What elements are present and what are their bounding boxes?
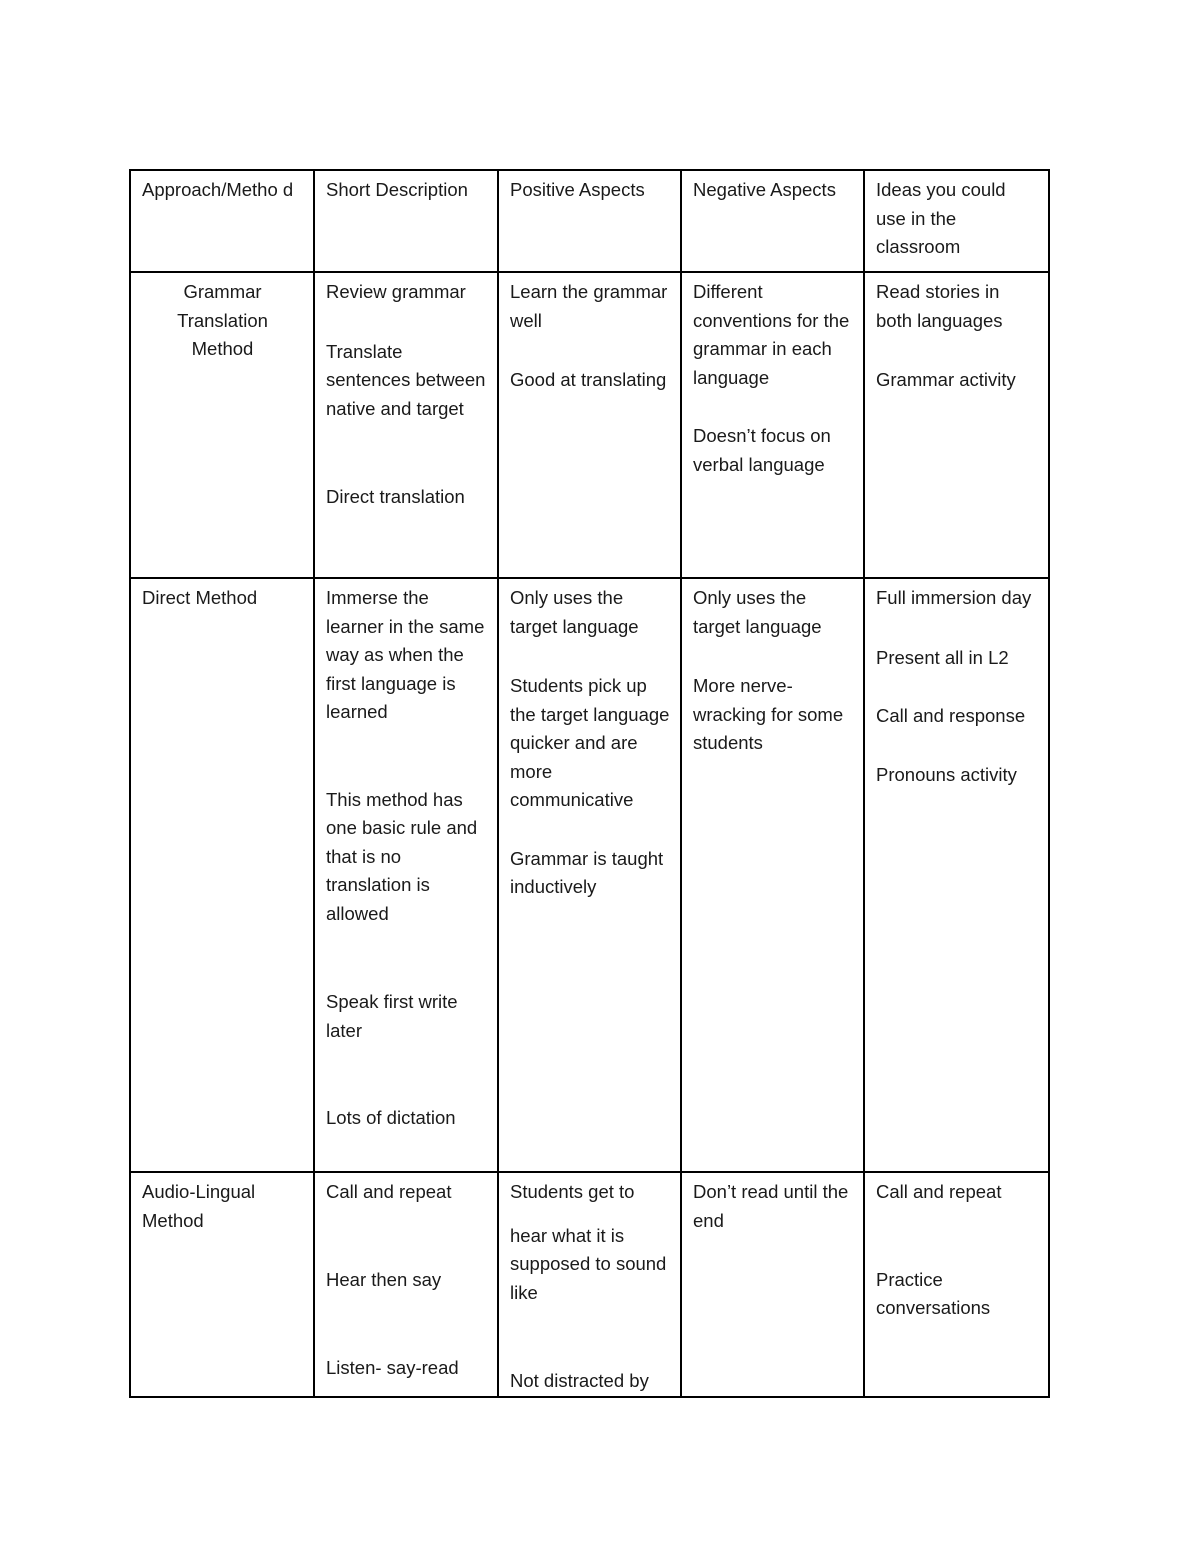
ideas-cell	[864, 272, 1049, 578]
header-negative-aspects: Negative Aspects	[681, 170, 864, 272]
positive-entry: hear what it is supposed to sound like	[510, 1224, 667, 1303]
ideas-entry: Read stories in both languages	[876, 281, 1003, 331]
header-short-description: Short Description	[314, 170, 498, 272]
positive-entry: Students pick up the target language quicker and are more communicative	[510, 675, 670, 810]
description-cell	[314, 1172, 498, 1397]
table-header-row	[130, 170, 1049, 272]
ideas-entry: Pronouns activity	[876, 763, 1017, 785]
negative-entry: More nerve-wracking for some students	[693, 675, 844, 753]
approach-cell	[130, 1172, 314, 1397]
description-entry: Review grammar	[326, 281, 466, 302]
description-entry: Lots of dictation	[326, 1107, 456, 1128]
positive-entry: Good at translating	[510, 369, 667, 390]
description-entry: Translate sentences between native and target	[326, 340, 486, 419]
methods-comparison-table	[129, 169, 1050, 1398]
approach-name: Grammar Translation Method	[177, 281, 268, 359]
positive-entry: Grammar is taught inductively	[510, 847, 664, 897]
header-approach: Approach/Metho d	[130, 170, 314, 272]
ideas-entry: Practice conversations	[876, 1268, 991, 1318]
negative-cell	[681, 578, 864, 1172]
positive-entry: Students get to	[510, 1181, 635, 1202]
positive-cell	[498, 272, 681, 578]
approach-name: Direct Method	[142, 587, 258, 608]
positive-cell	[498, 578, 681, 1172]
negative-cell	[681, 272, 864, 578]
ideas-entry: Full immersion day	[876, 587, 1032, 608]
description-cell	[314, 578, 498, 1172]
negative-entry: Only uses the target language	[693, 587, 822, 637]
negative-entry: Different conventions for the grammar in each language	[693, 281, 850, 388]
description-entry: This method has one basic rule and that is no translation is allowed	[326, 788, 478, 924]
ideas-cell	[864, 578, 1049, 1172]
approach-name: Audio-Lingual Method	[142, 1181, 256, 1231]
ideas-entry: Grammar activity	[876, 369, 1016, 390]
ideas-entry: Present all in L2	[876, 646, 1009, 668]
description-entry: Immerse the learner in the same way as when the first language is learned	[326, 587, 485, 722]
positive-cell	[498, 1172, 681, 1397]
negative-entry: Doesn’t focus on verbal language	[693, 425, 831, 475]
table-row	[130, 1172, 1049, 1397]
positive-entry: Not distracted by	[510, 1370, 649, 1391]
description-entry: Call and repeat	[326, 1181, 452, 1202]
positive-entry: Only uses the target language	[510, 587, 639, 637]
description-entry: Listen- say-read	[326, 1357, 459, 1378]
table-row	[130, 272, 1049, 578]
ideas-cell	[864, 1172, 1049, 1397]
description-entry: Speak first write later	[326, 991, 458, 1041]
table-row	[130, 578, 1049, 1172]
ideas-entry: Call and response	[876, 705, 1026, 726]
positive-entry: Learn the grammar well	[510, 281, 668, 331]
description-cell	[314, 272, 498, 578]
ideas-entry: Call and repeat	[876, 1181, 1002, 1202]
header-positive-aspects: Positive Aspects	[498, 170, 681, 272]
description-entry: Direct translation	[326, 486, 465, 507]
negative-entry: Don’t read until the end	[693, 1181, 849, 1231]
approach-cell	[130, 272, 314, 578]
approach-cell	[130, 578, 314, 1172]
description-entry: Hear then say	[326, 1268, 442, 1290]
negative-cell	[681, 1172, 864, 1397]
header-classroom-ideas: Ideas you could use in the classroom	[864, 170, 1049, 272]
